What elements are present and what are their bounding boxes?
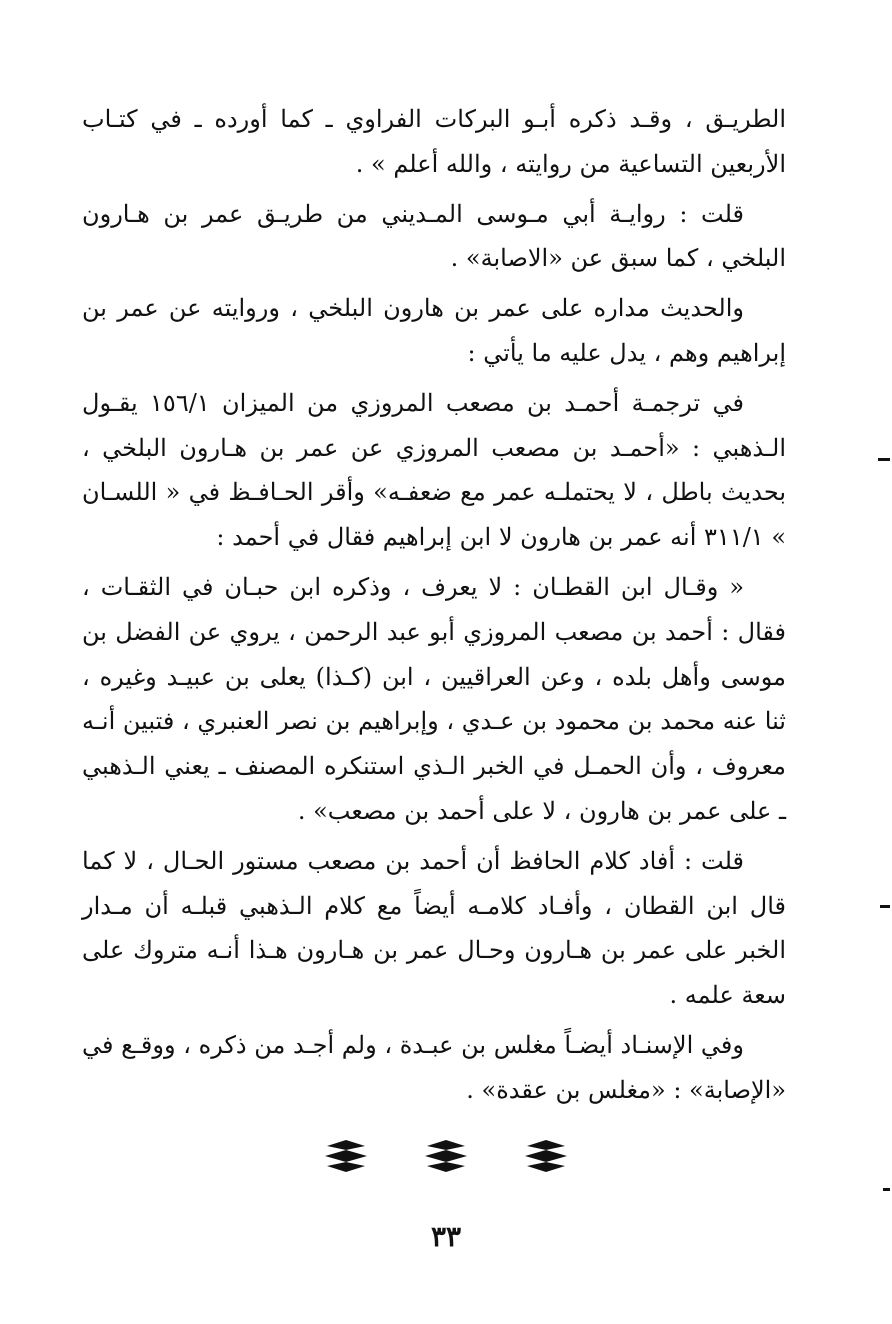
paragraph-7: وفي الإسنـاد أيضـاً مغلس بن عبـدة ، ولم أجـد من ذكره ، ووقـع في «الإصابة» : «مغلس بن عقدة» . [82,1030,786,1104]
paragraph-1: الطريـق ، وقـد ذكره أبـو البركات الفراوي ـ كما أورده ـ في كتـاب الأربعين التساعية من روايته ، والله أعلم » . [82,105,786,178]
paragraph-3: والحديث مداره على عمر بن هارون البلخي ، وروايته عن عمر بن إبراهيم وهم ، يدل عليه ما يأتي : [82,294,786,367]
paragraph-6: قلت : أفاد كلام الحافظ أن أحمد بن مصعب مستور الحـال ، لا كما قال ابن القطان ، وأفـاد كلامـه أيضاً مع كلام الـذهبي قبلـه أن مـدار الخبر على عمر بن هـارون وحـال عمر بن هـارون هـذا أنـه متروك على سعة علمه . [82,846,786,1010]
margin-mark [880,905,890,908]
ornament-icon [423,1136,469,1176]
ornament-icon [323,1136,369,1176]
paragraph-5: « وقـال ابن القطـان : لا يعرف ، وذكره ابن حبـان في الثقـات ، فقال : أحمد بن مصعب المروزي أبو عبد الرحمن ، يروي عن الفضل بن موسى وأهل بلده ، وعن العراقيين ، ابن (كـذا) يعلى بن عبيـد وغيره ، ثنا عنه محمد بن محمود بن عـدي ، وإبراهيم بن نصر العنبري ، فتبين أنـه معروف ، وأن الحمـل في الخبر الـذي استنكره المصنف ـ يعني الـذهبي ـ على عمر بن هارون ، لا على أحمد بن مصعب» . [82,572,786,825]
page-number: ٣٣ [430,1220,462,1253]
body-text [82,97,786,1118]
paragraph-4: في ترجمـة أحمـد بن مصعب المروزي من الميزان ١٥٦/١ يقـول الـذهبي : «أحمـد بن مصعب المروزي عن عمر بن هـارون البلخي ، بحديث باطل ، لا يحتملـه عمر مع ضعفـه» وأقر الحـافـظ في « اللسـان » ٣١١/١ أنه عمر بن هارون لا ابن إبراهيم فقال في أحمد : [82,388,786,552]
margin-mark [878,458,890,461]
ornament-icon [523,1136,569,1176]
paragraph-2: قلت : روايـة أبي مـوسى المـديني من طريـق عمر بن هـارون البلخي ، كما سبق عن «الاصابة» . [82,199,786,273]
section-divider [0,1136,892,1176]
margin-mark [883,1188,890,1191]
